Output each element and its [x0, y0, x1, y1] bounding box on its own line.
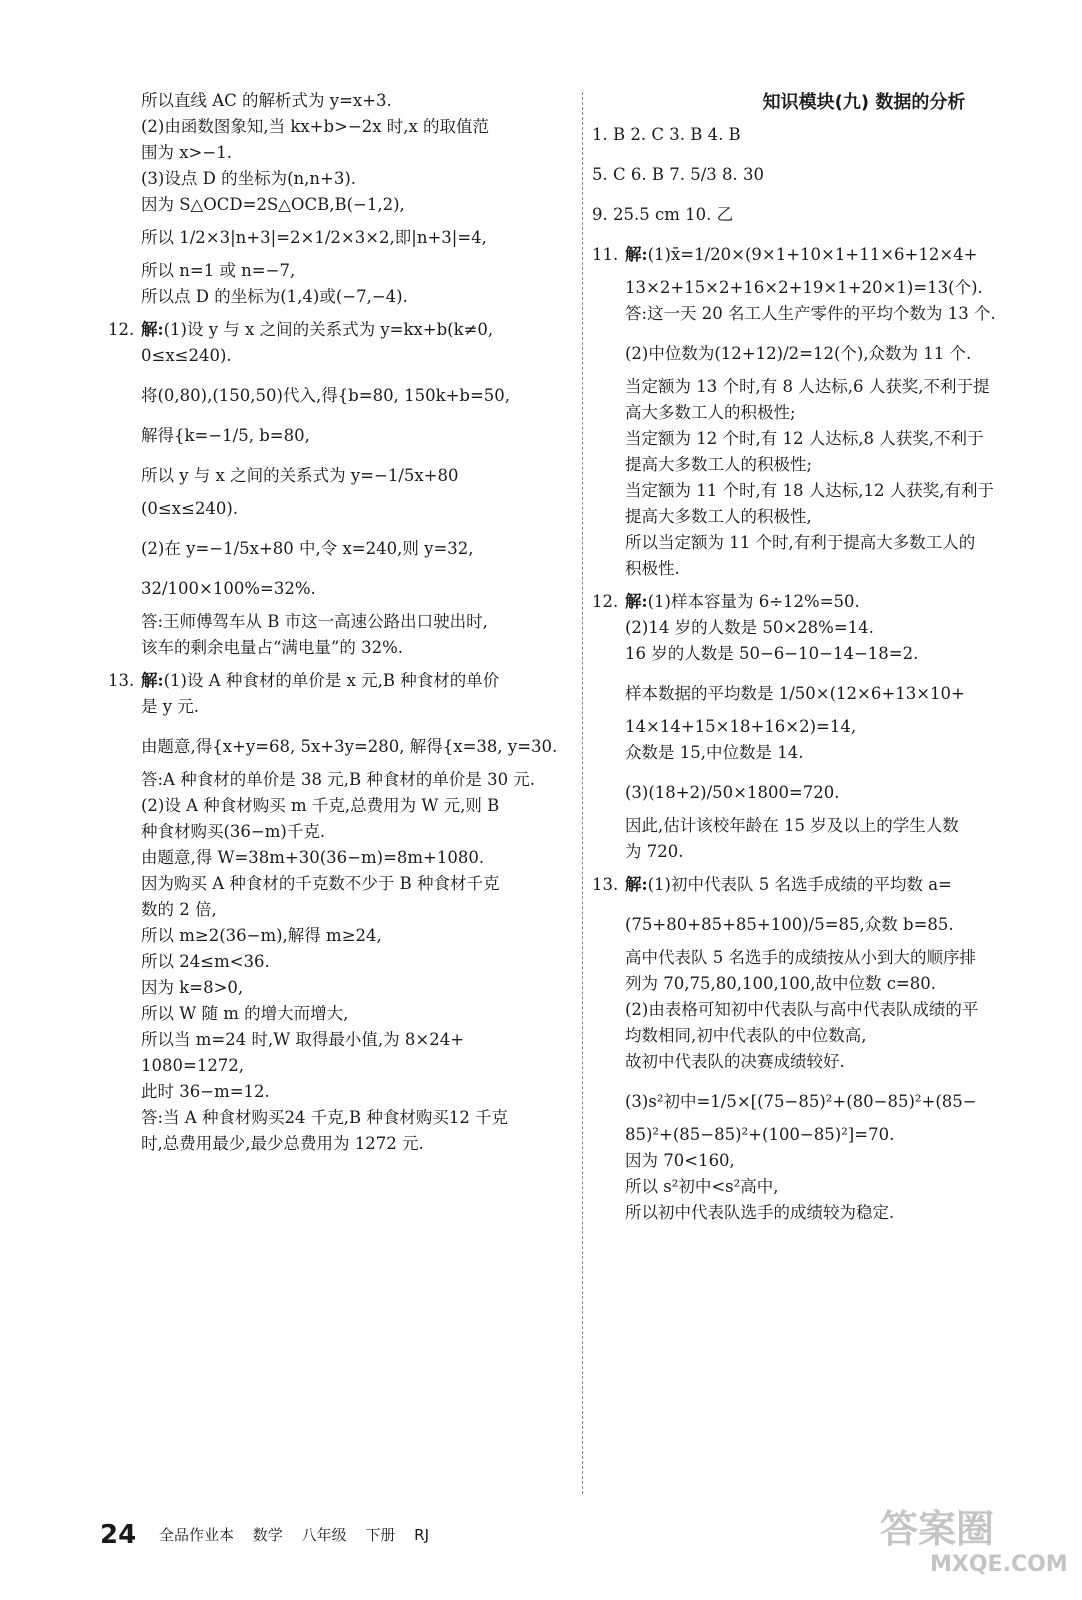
line-text: 32/100×100%=32%.	[141, 579, 316, 598]
line-text: 85)²+(85−85)²+(100−85)²]=70.	[625, 1125, 895, 1144]
line-text: 所以直线 AC 的解析式为 y=x+3.	[141, 91, 392, 110]
line-text: (2)14 岁的人数是 50×28%=14.	[625, 618, 874, 637]
line-text: 1. B 2. C 3. B 4. B	[592, 125, 741, 144]
text-line	[108, 576, 586, 602]
line-text: (3)(18+2)/50×1800=720.	[625, 783, 840, 802]
line-text: 高大多数工人的积极性;	[625, 403, 796, 422]
grade: 八年级	[301, 1526, 347, 1544]
text-line	[592, 374, 1070, 400]
text-line	[592, 997, 1070, 1023]
text-line	[108, 734, 586, 760]
line-text: (2)由函数图象知,当 kx+b>−2x 时,x 的取值范	[141, 117, 490, 136]
line-text: (2)中位数为(12+12)/2=12(个),众数为 11 个.	[625, 344, 972, 363]
text-line	[108, 1079, 586, 1105]
line-text: 所以 24≤m<36.	[141, 952, 270, 971]
line-text: 因为 S△OCD=2S△OCB,B(−1,2),	[141, 195, 405, 214]
line-text: (75+80+85+85+100)/5=85,众数 b=85.	[625, 915, 954, 934]
line-text: (2)设 A 种食材购买 m 千克,总费用为 W 元,则 B	[141, 796, 500, 815]
text-line	[592, 971, 1070, 997]
column-divider	[582, 92, 583, 1494]
line-text: 该车的剩余电量占“满电量”的 32%.	[141, 638, 404, 657]
line-text: 因为购买 A 种食材的千克数不少于 B 种食材千克	[141, 874, 500, 893]
line-text: (1)样本容量为 6÷12%=50.	[647, 592, 860, 611]
line-text: 所以初中代表队选手的成绩较为稳定.	[625, 1203, 895, 1222]
right-column	[592, 88, 1070, 1226]
line-text: 当定额为 13 个时,有 8 人达标,6 人获奖,不利于提	[625, 377, 990, 396]
question-number: 13.	[108, 671, 135, 690]
line-text: 所以 1/2×3|n+3|=2×1/2×3×2,即|n+3|=4,	[141, 228, 487, 247]
line-text: 因为 k=8>0,	[141, 978, 244, 997]
line-text: 9. 25.5 cm 10. 乙	[592, 205, 734, 224]
text-line	[108, 871, 586, 897]
text-line	[592, 1200, 1070, 1226]
right-lines	[592, 122, 1070, 1226]
line-text: 列为 70,75,80,100,100,故中位数 c=80.	[625, 974, 936, 993]
text-line	[108, 463, 586, 489]
subject: 数学	[252, 1526, 283, 1544]
text-line	[108, 845, 586, 871]
line-text: 提高大多数工人的积极性;	[625, 455, 813, 474]
line-text: (1)设 A 种食材的单价是 x 元,B 种食材的单价	[163, 671, 500, 690]
text-line	[592, 1122, 1070, 1148]
book-name: 全品作业本	[158, 1526, 234, 1544]
question-number: 11.	[592, 245, 619, 264]
text-line	[108, 897, 586, 923]
text-line	[592, 301, 1070, 327]
text-line	[108, 1105, 586, 1131]
line-text: 由题意,得{x+y=68, 5x+3y=280, 解得{x=38, y=30.	[141, 737, 558, 756]
line-text: 种食材购买(36−m)千克.	[141, 822, 326, 841]
line-text: (1)设 y 与 x 之间的关系式为 y=kx+b(k≠0,	[163, 320, 494, 339]
text-line	[108, 343, 586, 369]
text-line	[592, 714, 1070, 740]
line-text: 高中代表队 5 名选手的成绩按从小到大的顺序排	[625, 948, 976, 967]
text-line	[108, 192, 586, 218]
text-line	[592, 162, 1070, 188]
solution-label: 解:	[625, 592, 648, 611]
line-text: 所以 m≥2(36−m),解得 m≥24,	[141, 926, 382, 945]
text-line	[108, 317, 586, 343]
line-text: 所以 s²初中<s²高中,	[625, 1177, 779, 1196]
line-text: 答:这一天 20 名工人生产零件的平均个数为 13 个.	[625, 304, 996, 323]
text-line	[592, 813, 1070, 839]
line-text: 1080=1272,	[141, 1056, 245, 1075]
line-text: 数的 2 倍,	[141, 900, 217, 919]
text-line	[108, 694, 586, 720]
line-text: 积极性.	[625, 559, 680, 578]
text-line	[592, 615, 1070, 641]
text-line	[592, 912, 1070, 938]
text-line	[108, 609, 586, 635]
question-number: 12.	[592, 592, 619, 611]
text-line	[108, 635, 586, 661]
line-text: 所以点 D 的坐标为(1,4)或(−7,−4).	[141, 287, 408, 306]
line-text: 5. C 6. B 7. 5/3 8. 30	[592, 165, 764, 184]
line-text: 提高大多数工人的积极性,	[625, 507, 812, 526]
text-line	[592, 341, 1070, 367]
text-line	[592, 1089, 1070, 1115]
line-text: 所以当 m=24 时,W 取得最小值,为 8×24+	[141, 1030, 465, 1049]
text-line	[108, 975, 586, 1001]
text-line	[592, 426, 1070, 452]
text-line	[592, 780, 1070, 806]
line-text: 答:A 种食材的单价是 38 元,B 种食材的单价是 30 元.	[141, 770, 536, 789]
text-line	[592, 122, 1070, 148]
line-text: 由题意,得 W=38m+30(36−m)=8m+1080.	[141, 848, 485, 867]
line-text: 因为 70<160,	[625, 1151, 735, 1170]
text-line	[108, 284, 586, 310]
text-line	[592, 275, 1070, 301]
line-text: (1)初中代表队 5 名选手成绩的平均数 a=	[647, 875, 952, 894]
text-line	[592, 681, 1070, 707]
text-line	[108, 225, 586, 251]
line-text: 众数是 15,中位数是 14.	[625, 743, 804, 762]
line-text: 所以 y 与 x 之间的关系式为 y=−1/5x+80	[141, 466, 459, 485]
line-text: 时,总费用最少,最少总费用为 1272 元.	[141, 1134, 424, 1153]
line-text: 围为 x>−1.	[141, 143, 232, 162]
line-text: 答:当 A 种食材购买24 千克,B 种食材购买12 千克	[141, 1108, 509, 1127]
text-line	[108, 949, 586, 975]
text-line	[592, 872, 1070, 898]
line-text: 样本数据的平均数是 1/50×(12×6+13×10+	[625, 684, 965, 703]
line-text: (2)在 y=−1/5x+80 中,令 x=240,则 y=32,	[141, 539, 474, 558]
text-line	[592, 478, 1070, 504]
text-line	[592, 556, 1070, 582]
text-line	[108, 1131, 586, 1157]
line-text: (3)设点 D 的坐标为(n,n+3).	[141, 169, 357, 188]
text-line	[592, 641, 1070, 667]
page-footer	[100, 1520, 443, 1550]
line-text: 当定额为 11 个时,有 18 人达标,12 人获奖,有利于	[625, 481, 994, 500]
line-text: 此时 36−m=12.	[141, 1082, 270, 1101]
line-text: 是 y 元.	[141, 697, 200, 716]
line-text: 故初中代表队的决赛成绩较好.	[625, 1052, 845, 1071]
line-text: 16 岁的人数是 50−6−10−14−18=2.	[625, 644, 919, 663]
solution-label: 解:	[141, 320, 164, 339]
line-text: 当定额为 12 个时,有 12 人达标,8 人获奖,不利于	[625, 429, 984, 448]
text-line	[108, 423, 586, 449]
line-text: 14×14+15×18+16×2)=14,	[625, 717, 857, 736]
text-line	[592, 400, 1070, 426]
text-line	[108, 88, 586, 114]
text-line	[108, 1053, 586, 1079]
line-text: 所以 n=1 或 n=−7,	[141, 261, 296, 280]
watermark-logo: 答案圈	[880, 1507, 995, 1551]
text-line	[592, 504, 1070, 530]
text-line	[108, 1027, 586, 1053]
page-number: 24	[100, 1520, 137, 1550]
text-line	[592, 242, 1070, 268]
text-line	[592, 1174, 1070, 1200]
text-line	[108, 166, 586, 192]
solution-label: 解:	[141, 671, 164, 690]
text-line	[108, 496, 586, 522]
question-number: 12.	[108, 320, 135, 339]
text-line	[592, 589, 1070, 615]
text-line	[592, 740, 1070, 766]
text-line	[108, 140, 586, 166]
text-line	[108, 923, 586, 949]
text-line	[592, 1049, 1070, 1075]
text-line	[108, 819, 586, 845]
line-text: 均数相同,初中代表队的中位数高,	[625, 1026, 867, 1045]
left-column	[108, 88, 586, 1157]
edition: RJ	[414, 1526, 430, 1544]
text-line	[592, 1023, 1070, 1049]
text-line	[108, 536, 586, 562]
line-text: 为 720.	[625, 842, 684, 861]
line-text: 答:王师傅驾车从 B 市这一高速公路出口驶出时,	[141, 612, 488, 631]
section-title: 知识模块(九) 数据的分析	[762, 92, 966, 113]
solution-label: 解:	[625, 245, 648, 264]
line-text: (2)由表格可知初中代表队与高中代表队成绩的平	[625, 1000, 979, 1019]
text-line	[108, 114, 586, 140]
text-line	[108, 1001, 586, 1027]
text-line	[592, 202, 1070, 228]
text-line	[592, 839, 1070, 865]
line-text: 将(0,80),(150,50)代入,得{b=80, 150k+b=50,	[141, 386, 511, 405]
term: 下册	[365, 1526, 396, 1544]
text-line	[592, 452, 1070, 478]
line-text: (3)s²初中=1/5×[(75−85)²+(80−85)²+(85−	[625, 1092, 977, 1111]
text-line	[592, 945, 1070, 971]
line-text: (1)x̄=1/20×(9×1+10×1+11×6+12×4+	[647, 245, 978, 264]
line-text: 解得{k=−1/5, b=80,	[141, 426, 310, 445]
line-text: 所以当定额为 11 个时,有利于提高大多数工人的	[625, 533, 976, 552]
question-number: 13.	[592, 875, 619, 894]
text-line	[108, 258, 586, 284]
text-line	[592, 530, 1070, 556]
line-text: 所以 W 随 m 的增大而增大,	[141, 1004, 349, 1023]
text-line	[108, 767, 586, 793]
watermark-url: MXQE.COM	[930, 1552, 1068, 1577]
text-line	[592, 1148, 1070, 1174]
text-line	[108, 383, 586, 409]
line-text: 0≤x≤240).	[141, 346, 232, 365]
solution-label: 解:	[625, 875, 648, 894]
line-text: (0≤x≤240).	[141, 499, 239, 518]
line-text: 13×2+15×2+16×2+19×1+20×1)=13(个).	[625, 278, 983, 297]
line-text: 因此,估计该校年龄在 15 岁及以上的学生人数	[625, 816, 959, 835]
text-line	[108, 668, 586, 694]
text-line	[108, 793, 586, 819]
